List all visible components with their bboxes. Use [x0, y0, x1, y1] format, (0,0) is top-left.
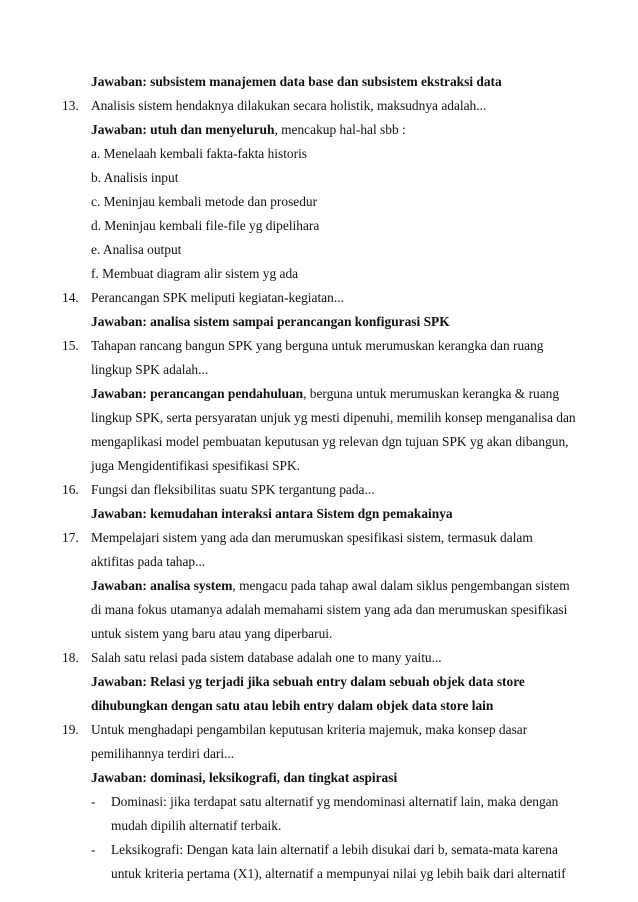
question-17-line-1: Mempelajari sistem yang ada dan merumuskan spesifikasi sistem, termasuk dalam	[91, 530, 533, 545]
question-19-line-1: Untuk menghadapi pengambilan keputusan kriteria majemuk, maka konsep dasar	[91, 722, 528, 737]
bullet-1-line-1: Dominasi: jika terdapat satu alternatif yg mendominasi alternatif lain, maka dengan	[111, 794, 559, 809]
question-16: Fungsi dan fleksibilitas suatu SPK tergantung pada...	[91, 482, 375, 497]
answer-13	[91, 122, 406, 138]
question-15-line-2: lingkup SPK adalah...	[91, 362, 209, 377]
answer-14: Jawaban: analisa sistem sampai perancangan konfigurasi SPK	[91, 314, 450, 329]
question-17-number: 17.	[62, 530, 79, 545]
answer-13-item-b: b. Analisis input	[91, 170, 179, 185]
question-18-number: 18.	[62, 650, 79, 665]
bullet-2-line-2: untuk kriteria pertama (X1), alternatif a mempunyai nilai yg lebih baik dari alternatif	[111, 866, 566, 881]
answer-13-item-c: c. Meninjau kembali metode dan prosedur	[91, 194, 318, 209]
question-19-number: 19.	[62, 722, 79, 737]
question-15-number: 15.	[62, 338, 79, 353]
question-13-number: 13.	[62, 98, 79, 113]
answer-17-line-3: untuk sistem yang baru atau yang diperbarui.	[91, 626, 333, 641]
answer-18-line-2: dihubungkan dengan satu atau lebih entry dalam objek data store lain	[91, 698, 494, 713]
answer-17-bold: Jawaban: analisa system	[91, 578, 233, 593]
answer-15-line-3: mengaplikasi model pembuatan keputusan yg relevan dgn tujuan SPK yg akan dibangun,	[91, 434, 569, 449]
question-19-line-2: pemilihannya terdiri dari...	[91, 746, 235, 761]
answer-12: Jawaban: subsistem manajemen data base dan subsistem ekstraksi data	[91, 74, 502, 89]
question-16-number: 16.	[62, 482, 79, 497]
question-18: Salah satu relasi pada sistem database adalah one to many yaitu...	[91, 650, 442, 665]
answer-13-item-e: e. Analisa output	[91, 242, 182, 257]
question-17-line-2: aktifitas pada tahap...	[91, 554, 206, 569]
answer-15-line-1	[91, 386, 559, 402]
answer-17-rest: , mengacu pada tahap awal dalam siklus pengembangan sistem	[232, 578, 570, 593]
answer-17-line-2: di mana fokus utamanya adalah memahami sistem yang ada dan merumuskan spesifikasi	[91, 602, 568, 617]
answer-16: Jawaban: kemudahan interaksi antara Sistem dgn pemakainya	[91, 506, 453, 521]
answer-15-rest: , berguna untuk merumuskan kerangka & ruang	[303, 386, 560, 401]
question-14: Perancangan SPK meliputi kegiatan-kegiatan...	[91, 290, 344, 305]
answer-15-line-2: lingkup SPK, serta persyaratan unjuk yg mesti dipenuhi, memilih konsep menganalisa dan	[91, 410, 576, 425]
answer-15-bold: Jawaban: perancangan pendahuluan	[91, 386, 304, 401]
answer-15-line-4: juga Mengidentifikasi spesifikasi SPK.	[91, 458, 301, 473]
answer-18-line-1: Jawaban: Relasi yg terjadi jika sebuah entry dalam sebuah objek data store	[91, 674, 525, 689]
answer-13-rest: , mencakup hal-hal sbb :	[274, 122, 406, 137]
answer-13-item-d: d. Meninjau kembali file-file yg dipelihara	[91, 218, 320, 233]
bullet-dash-1: -	[91, 794, 96, 809]
answer-19: Jawaban: dominasi, leksikografi, dan tingkat aspirasi	[91, 770, 398, 785]
question-14-number: 14.	[62, 290, 79, 305]
bullet-dash-2: -	[91, 842, 96, 857]
answer-13-item-a: a. Menelaah kembali fakta-fakta historis	[91, 146, 308, 161]
bullet-1-line-2: mudah dipilih alternatif terbaik.	[111, 818, 282, 833]
bullet-2-line-1: Leksikografi: Dengan kata lain alternatif a lebih disukai dari b, semata-mata karena	[111, 842, 558, 857]
answer-13-item-f: f. Membuat diagram alir sistem yg ada	[91, 266, 299, 281]
answer-13-bold: Jawaban: utuh dan menyeluruh	[91, 122, 275, 137]
question-13: Analisis sistem hendaknya dilakukan secara holistik, maksudnya adalah...	[91, 98, 487, 113]
question-15-line-1: Tahapan rancang bangun SPK yang berguna untuk merumuskan kerangka dan ruang	[91, 338, 544, 353]
answer-17-line-1	[91, 578, 570, 594]
